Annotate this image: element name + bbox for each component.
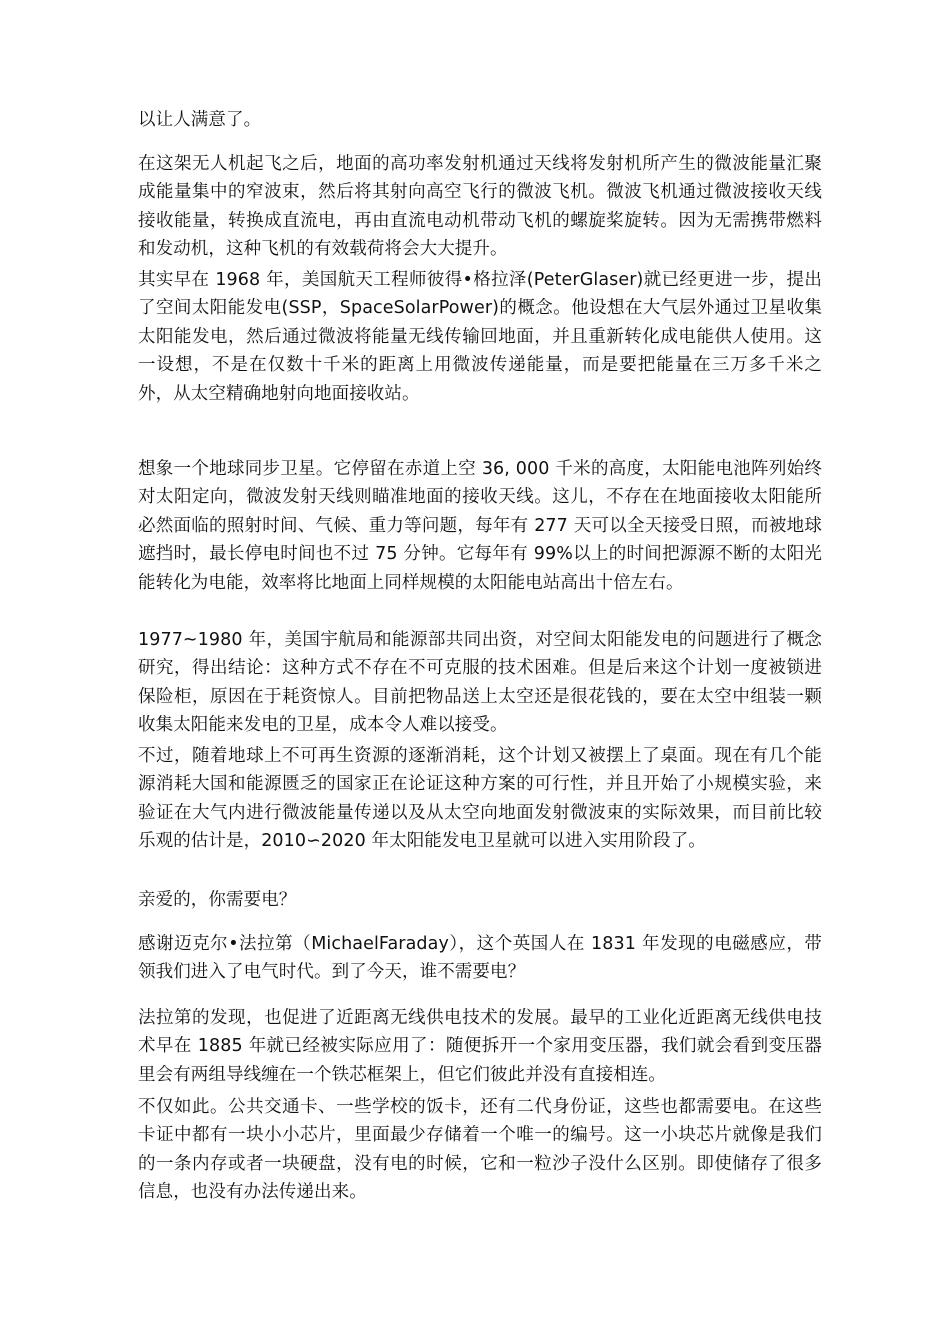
paragraph-1: 以让人满意了。 — [138, 110, 262, 130]
paragraph-5: 1977~1980 年，美国宇航局和能源部共同出资，对空间太阳能发电的问题进行了概念研究，得出结论：这种方式不存在不可克服的技术困难。但是后来这个计划一度被锁进保险柜，原因在于耗资惊人。目前把物品送上太空还是很花钱的，要在太空中组装一颗收集太阳能来发电的卫星，成本令人难以接受。 — [138, 630, 822, 736]
paragraph-2: 在这架无人机起飞之后，地面的高功率发射机通过天线将发射机所产生的微波能量汇聚成能量集中的窄波束，然后将其射向高空飞行的微波飞机。微波飞机通过微波接收天线接收能量，转换成直流电，再由直流电动机带动飞机的螺旋桨旋转。因为无需携带燃料和发动机，这种飞机的有效载荷将会大大提升。 — [138, 154, 822, 260]
paragraph-6: 不过，随着地球上不可再生资源的逐渐消耗，这个计划又被摆上了桌面。现在有几个能源消耗大国和能源匮乏的国家正在论证这种方案的可行性，并且开始了小规模实验，来验证在大气内进行微波能量传递以及从太空向地面发射微波束的实际效果，而目前比较乐观的估计是，2010∽2020 年太阳能发电卫星就可以进入实用阶段了。 — [138, 746, 822, 852]
paragraph-7: 亲爱的，你需要电？ — [138, 890, 297, 910]
paragraph-8: 感谢迈克尔•法拉第（MichaelFaraday），这个英国人在 1831 年发现的电磁感应，带领我们进入了电气时代。到了今天，谁不需要电？ — [138, 934, 822, 983]
paragraph-10: 不仅如此。公共交通卡、一些学校的饭卡，还有二代身份证，这些也都需要电。在这些卡证中都有一块小小芯片，里面最少存储着一个唯一的编号。这一小块芯片就像是我们的一条内存或者一块硬盘，没有电的时候，它和一粒沙子没什么区别。即使储存了很多信息，也没有办法传递出来。 — [138, 1097, 822, 1203]
paragraph-9: 法拉第的发现，也促进了近距离无线供电技术的发展。最早的工业化近距离无线供电技术早在 1885 年就已经被实际应用了：随便拆开一个家用变压器，我们就会看到变压器里会有两组导线缠在一个铁芯框架上，但它们彼此并没有直接相连。 — [138, 1008, 822, 1085]
paragraph-3: 其实早在 1968 年，美国航天工程师彼得•格拉泽(PeterGlaser)就已经更进一步，提出了空间太阳能发电(SSP，SpaceSolarPower)的概念。他设想在大气层外通过卫星收集太阳能发电，然后通过微波将能量无线传输回地面，并且重新转化成电能供人使用。这一设想，不是在仅数十千米的距离上用微波传递能量，而是要把能量在三万多千米之外，从太空精确地射向地面接收站。 — [138, 270, 822, 404]
paragraph-4: 想象一个地球同步卫星。它停留在赤道上空 36, 000 千米的高度，太阳能电池阵列始终对太阳定向，微波发射天线则瞄准地面的接收天线。这儿，不存在在地面接收太阳能所必然面临的照射时间、气候、重力等问题，每年有 277 天可以全天接受日照，而被地球遮挡时，最长停电时间也不过 75 分钟。它每年有 99%以上的时间把源源不断的太阳光能转化为电能，效率将比地面上同样规模的太阳能电站高出十倍左右。 — [138, 459, 822, 593]
